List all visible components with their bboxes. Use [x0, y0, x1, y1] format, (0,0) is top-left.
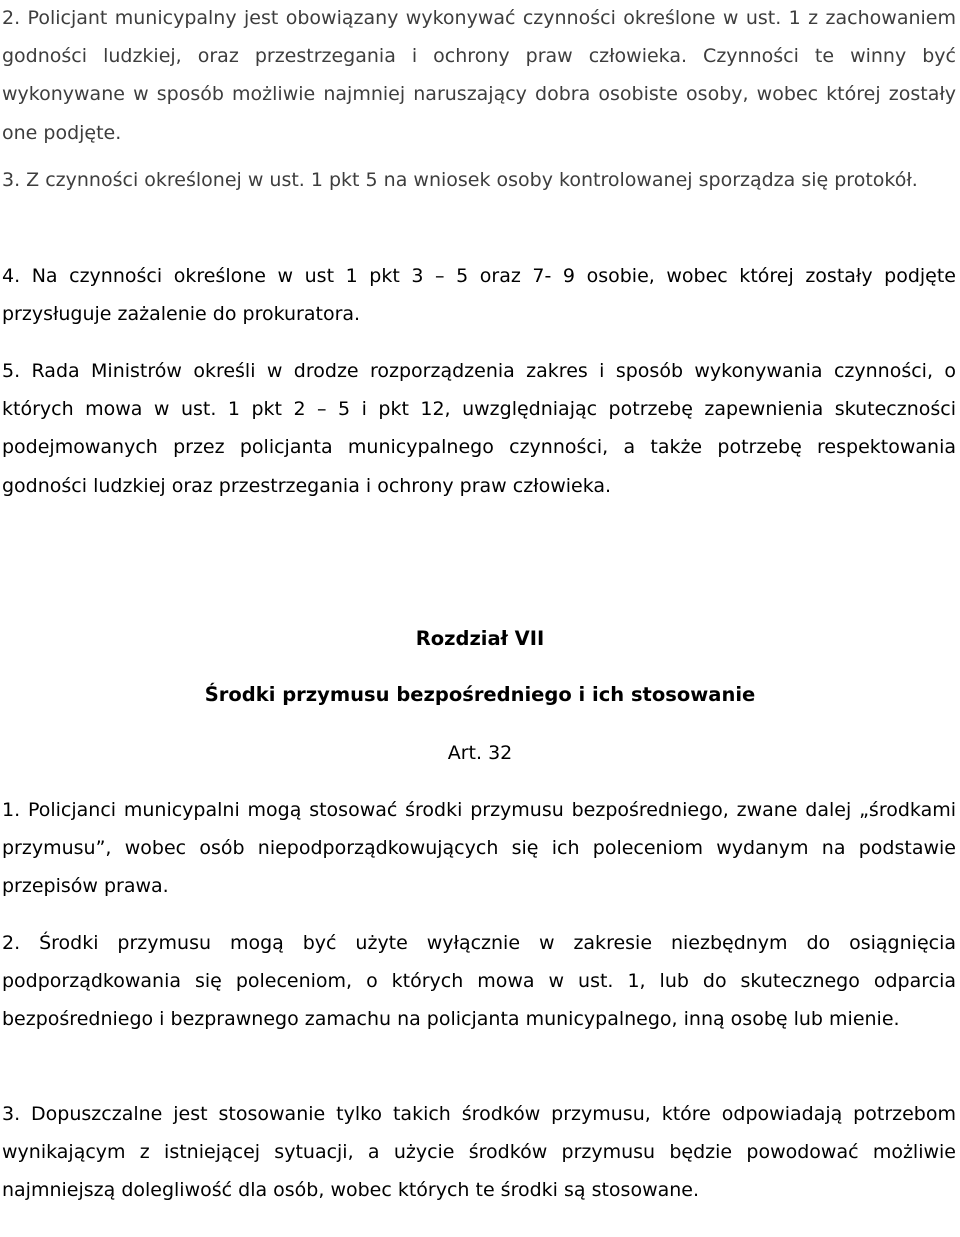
- chapter-subtitle: Środki przymusu bezpośredniego i ich stosowanie: [204, 683, 756, 706]
- article-paragraph-1: 1. Policjanci municypalni mogą stosować środki przymusu bezpośredniego, zwane dalej „środkami przymusu”, wobec osób niepodporządkowujących się ich poleceniom wydanym na podstawie przepisów prawa.: [2, 799, 956, 898]
- paragraph-4: 4. Na czynności określone w ust 1 pkt 3 – 5 oraz 7- 9 osobie, wobec której zostały podjęte przysługuje zażalenie do prokuratora.: [2, 265, 956, 326]
- article-paragraph-2: 2. Środki przymusu mogą być użyte wyłącznie w zakresie niezbędnym do osiągnięcia podporządkowania się poleceniom, o których mowa w ust. 1, lub do skutecznego odparcia bezpośredniego i bezprawnego zamachu na policjanta municypalnego, inną osobę lub mienie.: [2, 932, 956, 1031]
- paragraph-5: 5. Rada Ministrów określi w drodze rozporządzenia zakres i sposób wykonywania czynności, o których mowa w ust. 1 pkt 2 – 5 i pkt 12, uwzględniając potrzebę zapewnienia skuteczności podejmowanych przez policjanta municypalnego czynności, a także potrzebę respektowania godności ludzkiej oraz przestrzegania i ochrony praw człowieka.: [2, 360, 956, 497]
- article-paragraph-3: 3. Dopuszczalne jest stosowanie tylko takich środków przymusu, które odpowiadają potrzebom wynikającym z istniejącej sytuacji, a użycie środków przymusu będzie powodować możliwie najmniejszą dolegliwość dla osób, wobec których te środki są stosowane.: [2, 1103, 956, 1202]
- chapter-title: Rozdział VII: [415, 627, 545, 650]
- paragraph-3: 3. Z czynności określonej w ust. 1 pkt 5 na wniosek osoby kontrolowanej sporządza się protokół.: [2, 169, 918, 191]
- article-label: Art. 32: [447, 742, 513, 764]
- paragraph-2: 2. Policjant municypalny jest obowiązany wykonywać czynności określone w ust. 1 z zachowaniem godności ludzkiej, oraz przestrzegania i ochrony praw człowieka. Czynności te winny być wykonywane w sposób możliwie najmniej naruszający dobra osobiste osoby, wobec której zostały one podjęte.: [2, 7, 956, 144]
